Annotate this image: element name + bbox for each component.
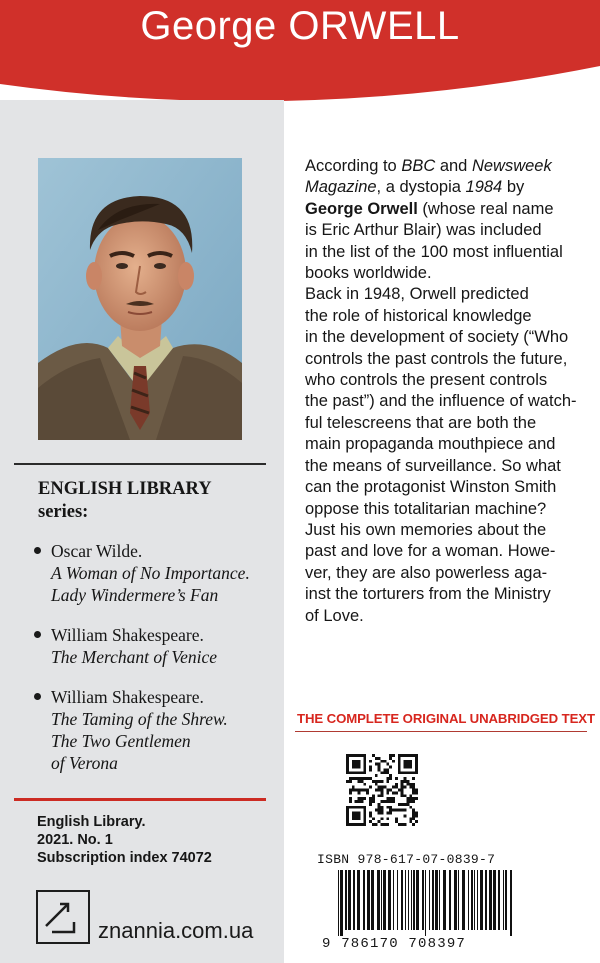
text-line: the means of surveillance. So what [305,456,561,475]
text-run: by [502,178,525,197]
series-item [34,686,284,774]
author-portrait [38,158,242,440]
text-run: Magazine [305,178,377,197]
text-line: past and love for a woman. Howe- [305,542,556,561]
publisher-logo-icon [36,890,90,944]
series-item-author: Oscar Wilde. [51,541,143,561]
imprint-line: 2021. No. 1 [37,832,113,848]
text-line: inst the torturers from the Ministry [305,585,551,604]
bullet-icon [34,547,41,554]
series-heading-line2: series: [38,502,89,522]
imprint-line: Subscription index 74072 [37,850,212,866]
text-run: According to [305,157,402,175]
series-heading-line1: ENGLISH LIBRARY [38,479,212,499]
isbn-text: ISBN 978-617-07-0839-7 [317,852,496,867]
text-line: who controls the present controls [305,371,548,390]
text-run: George Orwell [305,199,418,218]
series-top-divider [14,463,266,465]
text-line: main propaganda mouthpiece and [305,435,556,454]
text-run: (whose real name [417,199,554,218]
text-line: Back in 1948, Orwell predicted [305,285,529,304]
book-description [305,156,590,627]
text-line: books worldwide. [305,264,432,283]
text-line: oppose this totalitarian machine? [305,499,547,518]
series-list [34,540,284,792]
series-item-title: The Taming of the Shrew. [51,709,228,729]
text-line: the role of historical knowledge [305,306,532,325]
text-line: the past”) and the influence of watch- [305,392,577,411]
text-line: in the list of the 100 most influential [305,242,563,261]
unabridged-tagline: THE COMPLETE ORIGINAL UNABRIDGED TEXT [297,711,595,726]
description-paragraph-1 [305,156,590,284]
series-item-title: of Verona [51,753,118,773]
qr-code-icon [346,754,418,826]
series-bottom-divider [14,798,266,801]
text-run: BBC [401,157,436,175]
series-item [34,624,284,668]
series-item-title: Lady Windermere’s Fan [51,585,219,605]
series-item-author: William Shakespeare. [51,687,204,707]
imprint [37,813,212,867]
text-line: of Love. [305,606,364,625]
series-heading [38,478,268,524]
imprint-line: English Library. [37,814,146,830]
bullet-icon [34,631,41,638]
text-run: , a dystopia [376,178,466,197]
text-line: can the protagonist Winston Smith [305,478,557,497]
text-run: 1984 [465,178,503,197]
text-line: is Eric Arthur Blair) was included [305,221,542,240]
series-item-author: William Shakespeare. [51,625,204,645]
series-item-title: The Two Gentlemen [51,731,191,751]
description-paragraph-2 [305,284,590,627]
text-line: Just his own memories about the [305,520,547,539]
series-item-title: A Woman of No Importance. [51,563,250,583]
tagline-underline [295,731,587,732]
series-item [34,540,284,606]
text-line: in the development of society (“Who [305,328,569,347]
author-name: George ORWELL [140,4,460,48]
ean-digits: 9 786170 708397 [322,936,467,952]
bullet-icon [34,693,41,700]
text-run: and [435,157,472,175]
text-line: ful telescreens that are both the [305,413,537,432]
series-item-title: The Merchant of Venice [51,647,218,667]
text-run: Newsweek [471,157,552,175]
text-line: ver, they are also powerless aga- [305,563,548,582]
text-line: controls the past controls the future, [305,349,568,368]
barcode-icon [338,870,512,936]
publisher-website: znannia.com.ua [98,918,254,943]
